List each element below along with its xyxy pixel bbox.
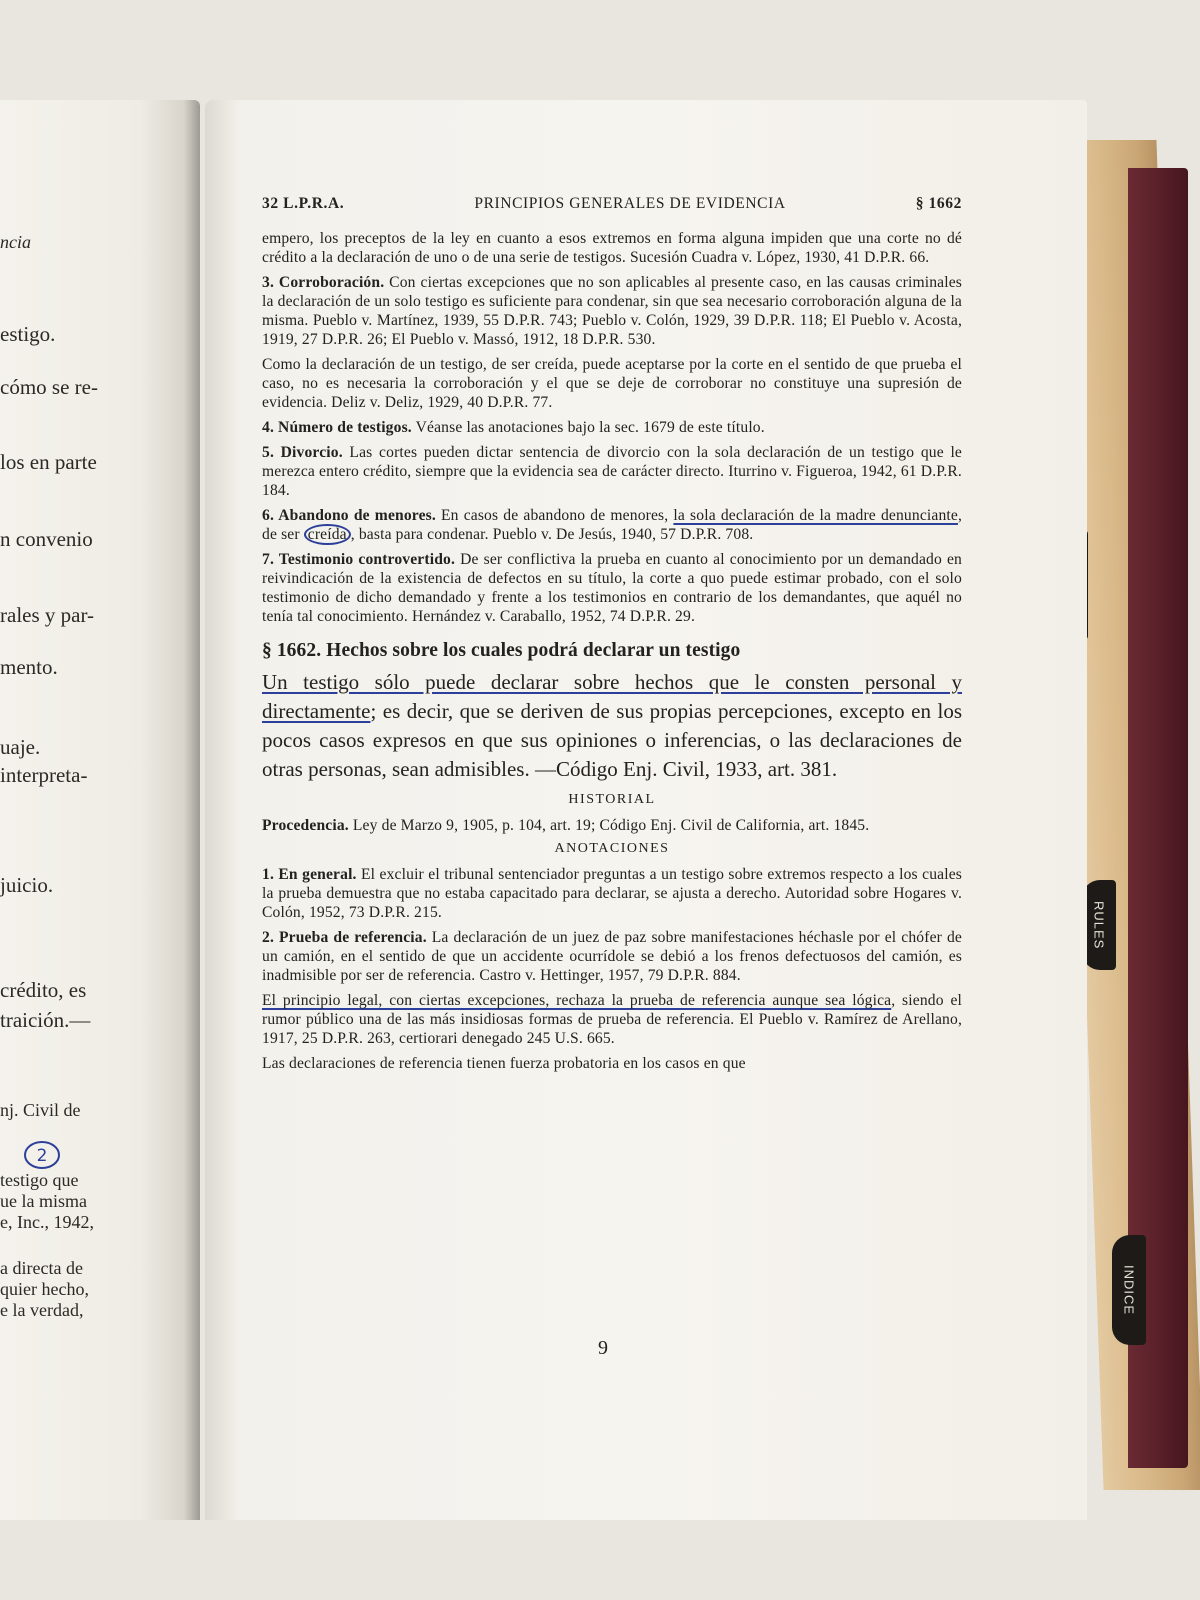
annotation-paragraph: 5. Divorcio. Las cortes pueden dictar sentencia de divorcio con la sola declaración de un testigo que le merezca entero crédito, siempre que la evidencia sea de carácter directo. Iturrino v. Figueroa, 1942, 61 D.P.R. 184. (262, 444, 962, 499)
page-number: 9 (598, 1337, 608, 1359)
section-heading: § 1662. Hechos sobre los cuales podrá declarar un testigo (262, 640, 741, 661)
running-head-volume: 32 L.P.R.A. (262, 195, 345, 212)
left-page-line: juicio. (0, 873, 54, 897)
left-page-line: quier hecho, (0, 1279, 89, 1299)
left-page-line: e, Inc., 1942, (0, 1212, 94, 1232)
annotation-paragraph: 3. Corroboración. Con ciertas excepciones que no son aplicables al presente caso, en las causas criminales la declaración de un solo testigo es suficiente para condenar, sin que sea necesario corroboración alguna de la misma. Pueblo v. Martínez, 1939, 55 D.P.R. 743; Pueblo v. Colón, 1929, 39 D.P.R. 118; El Pueblo v. Acosta, 1919, 27 D.P.R. 26; El Pueblo v. Massó, 1912, 18 D.P.R. 530. (262, 274, 962, 348)
annotation-paragraph: El principio legal, con ciertas excepciones, rechaza la prueba de referencia aunque sea lógica, siendo el rumor público una de las más insidiosas formas de prueba de referencia. El Pueblo v. Ramírez de Arellano, 1917, 25 D.P.R. 263, certiorari denegado 245 U.S. 665. (262, 992, 962, 1047)
annotation-paragraph: Como la declaración de un testigo, de ser creída, puede aceptarse por la corte en el sentido de que prueba el caso, no es necesaria la corroboración y el que se deje de corroborar no constituye una supresión de evidencia. Deliz v. Deliz, 1929, 40 D.P.R. 77. (262, 356, 962, 411)
ink-underline: la sola declaración de la madre denunciante (673, 507, 958, 524)
left-page-line: rales y par- (0, 603, 95, 627)
annotation-paragraph: 4. Número de testigos. Véanse las anotaciones bajo la sec. 1679 de este título. (262, 419, 765, 436)
annotation-paragraph: empero, los preceptos de la ley en cuanto a esos extremos en forma alguna impiden que una corte no dé crédito a la declaración de uno o de una serie de testigos. Sucesión Cuadra v. López, 1930, 41 D.P.R. 66. (262, 230, 962, 266)
left-page-line: a directa de (0, 1258, 83, 1278)
handwritten-circled-number (22, 1138, 62, 1172)
left-page-line: n convenio (0, 527, 93, 551)
ink-underline: El principio legal, con ciertas excepciones, rechaza la prueba de referencia aunque sea lógica (262, 992, 892, 1009)
thumb-tab-indice: INDICE (1112, 1235, 1146, 1345)
left-page-line: mento. (0, 655, 58, 679)
historial-paragraph: Procedencia. Ley de Marzo 9, 1905, p. 104, art. 19; Código Enj. Civil de California, art. 1845. (262, 817, 870, 834)
running-head (262, 195, 962, 213)
left-page-line: uaje. (0, 735, 41, 759)
margin-note-text: 2 (36, 1146, 48, 1166)
left-page-line: ncia (0, 232, 31, 252)
historial-heading: HISTORIAL (568, 792, 656, 807)
left-page-line: interpreta- (0, 763, 88, 787)
running-head-section: § 1662 (915, 195, 962, 212)
left-page-line: cómo se re- (0, 375, 98, 399)
annotation-paragraph: Las declaraciones de referencia tienen fuerza probatoria en los casos en que (262, 1055, 746, 1072)
left-page-line: e la verdad, (0, 1300, 84, 1320)
left-page-line: los en parte (0, 450, 97, 474)
annotation-paragraph-abandono: 6. Abandono de menores. En casos de abandono de menores, la sola declaración de la madre denunciante, de ser creída , basta para condenar. Pueblo v. De Jesús, 1940, 57 D.P.R. 708. (262, 507, 963, 543)
left-page-line: testigo que (0, 1170, 79, 1190)
left-page-line: crédito, es (0, 978, 87, 1002)
statute-text: Un testigo sólo puede declarar sobre hechos que le consten personal y directamente; es decir, que se deriven de sus propias percepciones, excepto en los pocos casos expresos en que sus opiniones o inferencias, o las declaraciones de otras personas, sean admisibles. —Código Enj. Civil, 1933, art. 381. (262, 670, 962, 781)
page-content (262, 195, 962, 1079)
thumb-tab-rules: RULES (1082, 880, 1116, 970)
running-head-title: PRINCIPIOS GENERALES DE EVIDENCIA (474, 195, 786, 212)
anotaciones-heading: ANOTACIONES (554, 841, 670, 856)
annotation-paragraph: 2. Prueba de referencia. La declaración de un juez de paz sobre manifestaciones héchasle por el chófer de un camión, en el sentido de que un accidente ocurrídole se debió a los frenos defectuosos del camión, es inadmisible por ser de referencia. Castro v. Hettinger, 1957, 79 D.P.R. 884. (262, 929, 962, 984)
left-page-line: estigo. (0, 322, 56, 346)
annotation-paragraph: 1. En general. El excluir el tribunal sentenciador preguntas a un testigo sobre extremos respecto a los cuales la prueba demuestra que no estaba capacitado para declarar, se ajusta a derecho. Autoridad sobre Hogares v. Colón, 1952, 73 D.P.R. 215. (262, 866, 962, 921)
ink-circle: creída (304, 524, 351, 545)
left-page-line: traición.— (0, 1008, 91, 1032)
left-page (0, 100, 200, 1520)
annotation-paragraph: 7. Testimonio controvertido. De ser conflictiva la prueba en cuanto al conocimiento por un demandado en reivindicación de la existencia de defectos en su título, la corte a quo puede estimar probado, con el solo testimonio de dicho demandado y frente a los testimonios en contrario de los demandantes, que aquél no tenía tal conocimiento. Hernández v. Caraballo, 1952, 74 D.P.R. 29. (262, 551, 962, 625)
ink-underline: Un testigo sólo puede declarar sobre hechos que le consten personal y directamente (262, 670, 962, 723)
left-page-line: nj. Civil de (0, 1100, 81, 1120)
left-page-line: ue la misma (0, 1191, 87, 1211)
